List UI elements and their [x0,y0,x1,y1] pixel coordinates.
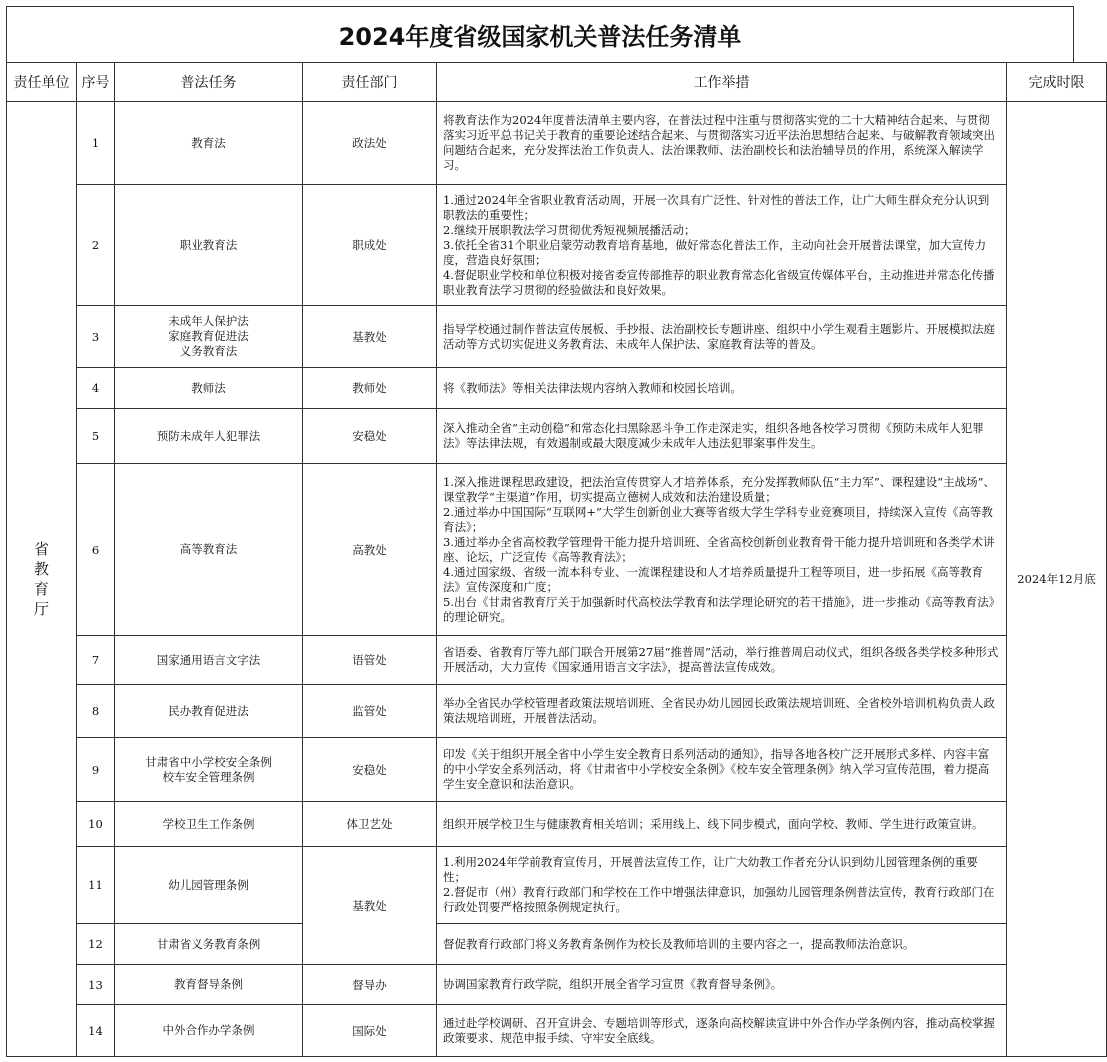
row-measures: 指导学校通过制作普法宣传展板、手抄报、法治副校长专题讲座、组织中小学生观看主题影片、开展模拟法庭活动等方式切实促进义务教育法、未成年人保护法、家庭教育法等的普及。 [437,306,1007,368]
table-row [7,636,1107,685]
row-task: 高等教育法 [115,464,303,636]
row-task: 教育督导条例 [115,965,303,1005]
row-no: 4 [77,368,115,409]
row-dept: 高教处 [303,464,437,636]
table-row [7,965,1107,1005]
row-dept: 职成处 [303,185,437,306]
table-row [7,185,1107,306]
row-no: 10 [77,802,115,847]
row-task: 预防未成年人犯罪法 [115,409,303,464]
row-no: 7 [77,636,115,685]
row-measures: 举办全省民办学校管理者政策法规培训班、全省民办幼儿园园长政策法规培训班、全省校外培训机构负责人政策法规培训班，开展普法活动。 [437,685,1007,738]
row-dept: 基教处 [303,306,437,368]
row-task: 职业教育法 [115,185,303,306]
row-task: 国家通用语言文字法 [115,636,303,685]
row-dept: 政法处 [303,102,437,185]
table-row [7,368,1107,409]
responsible-unit: 省教育厅 [33,540,49,618]
table-row [7,847,1107,924]
header-measures: 工作举措 [437,63,1007,102]
row-no: 13 [77,965,115,1005]
header-no: 序号 [77,63,115,102]
table-row [7,409,1107,464]
table-row [7,464,1107,636]
table-row [7,306,1107,368]
row-measures: 协调国家教育行政学院，组织开展全省学习宣贯《教育督导条例》。 [437,965,1007,1005]
row-measures: 1.利用2024年学前教育宣传月，开展普法宣传工作，让广大幼教工作者充分认识到幼儿园管理条例的重要性； 2.督促市（州）教育行政部门和学校在工作中增强法律意识，加强幼儿园管理条例普法宣传，教育行政部门在行政处罚要严格按照条例规定执行。 [437,847,1007,924]
header-task: 普法任务 [115,63,303,102]
row-task: 学校卫生工作条例 [115,802,303,847]
row-no: 11 [77,847,115,924]
row-dept: 督导办 [303,965,437,1005]
row-no: 8 [77,685,115,738]
row-task: 中外合作办学条例 [115,1005,303,1057]
table-row [7,685,1107,738]
row-task: 甘肃省中小学校安全条例 校车安全管理条例 [115,738,303,802]
row-task: 教育法 [115,102,303,185]
row-dept: 国际处 [303,1005,437,1057]
row-dept: 教师处 [303,368,437,409]
table-row [7,924,1107,965]
deadline-cell: 2024年12月底 [1007,102,1107,1057]
row-dept: 语管处 [303,636,437,685]
row-dept: 体卫艺处 [303,802,437,847]
row-no: 5 [77,409,115,464]
row-no: 12 [77,924,115,965]
row-task: 幼儿园管理条例 [115,847,303,924]
row-task: 甘肃省义务教育条例 [115,924,303,965]
row-no: 9 [77,738,115,802]
row-measures: 省语委、省教育厅等九部门联合开展第27届“推普周”活动，举行推普周启动仪式，组织各级各类学校多种形式开展活动，大力宣传《国家通用语言文字法》，提高普法宣传成效。 [437,636,1007,685]
row-no: 6 [77,464,115,636]
row-measures: 深入推动全省“主动创稳”和常态化扫黑除恶斗争工作走深走实，组织各地各校学习贯彻《预防未成年人犯罪法》等法律法规，有效遏制或最大限度减少未成年人违法犯罪案事件发生。 [437,409,1007,464]
row-dept: 安稳处 [303,738,437,802]
row-dept: 安稳处 [303,409,437,464]
row-measures: 督促教育行政部门将义务教育条例作为校长及教师培训的主要内容之一，提高教师法治意识。 [437,924,1007,965]
table-row [7,102,1107,185]
task-table [6,62,1107,1057]
table-row [7,1005,1107,1057]
row-no: 2 [77,185,115,306]
row-no: 3 [77,306,115,368]
row-measures: 将《教师法》等相关法律法规内容纳入教师和校园长培训。 [437,368,1007,409]
row-measures: 通过赴学校调研、召开宣讲会、专题培训等形式，逐条向高校解读宣讲中外合作办学条例内容，推动高校掌握政策要求、规范申报手续、守牢安全底线。 [437,1005,1007,1057]
header-unit: 责任单位 [7,63,77,102]
row-task: 未成年人保护法 家庭教育促进法 义务教育法 [115,306,303,368]
row-dept: 监管处 [303,685,437,738]
row-measures: 1.通过2024年全省职业教育活动周，开展一次具有广泛性、针对性的普法工作，让广大师生群众充分认识到职教法的重要性； 2.继续开展职教法学习贯彻优秀短视频展播活动； 3.依托全省31个职业启蒙劳动教育培育基地，做好常态化普法工作，主动向社会开展普法课堂，加大宣传力度，营造良好氛围； 4.督促职业学校和单位积极对接省委宣传部推荐的职业教育常态化省级宣传媒体平台，主动推进并常态化传播职业教育法学习贯彻的经验做法和良好效果。 [437,185,1007,306]
table-row [7,738,1107,802]
table-header-row [7,63,1107,102]
row-no: 14 [77,1005,115,1057]
header-dept: 责任部门 [303,63,437,102]
row-task: 教师法 [115,368,303,409]
responsible-unit-cell [7,102,77,1057]
row-measures: 组织开展学校卫生与健康教育相关培训；采用线上、线下同步模式，面向学校、教师、学生进行政策宣讲。 [437,802,1007,847]
row-dept: 基教处 [303,847,437,965]
header-deadline: 完成时限 [1007,63,1107,102]
table-row [7,802,1107,847]
document-title: 2024年度省级国家机关普法任务清单 [6,6,1074,62]
row-no: 1 [77,102,115,185]
row-measures: 印发《关于组织开展全省中小学生安全教育日系列活动的通知》，指导各地各校广泛开展形式多样、内容丰富的中小学安全系列活动，将《甘肃省中小学校安全条例》《校车安全管理条例》纳入学习宣传范围，着力提高学生安全意识和法治意识。 [437,738,1007,802]
row-measures: 1.深入推进课程思政建设，把法治宣传贯穿人才培养体系，充分发挥教师队伍“主力军”、课程建设“主战场”、课堂教学“主渠道”作用，切实提高立德树人成效和法治建设质量； 2.通过举办中国国际“互联网+”大学生创新创业大赛等省级大学生学科专业竞赛项目，持续深入宣传《高等教育法》； 3.通过举办全省高校教学管理骨干能力提升培训班、全省高校创新创业教育骨干能力提升培训班和各类学术讲座、论坛，广泛宣传《高等教育法》； 4.通过国家级、省级一流本科专业、一流课程建设和人才培养质量提升工程等项目，进一步拓展《高等教育法》宣传深度和广度； 5.出台《甘肃省教育厅关于加强新时代高校法学教育和法学理论研究的若干措施》，进一步推动《高等教育法》的理论研究。 [437,464,1007,636]
row-task: 民办教育促进法 [115,685,303,738]
row-measures: 将教育法作为2024年度普法清单主要内容，在普法过程中注重与贯彻落实党的二十大精神结合起来、与贯彻落实习近平总书记关于教育的重要论述结合起来、与贯彻落实习近平法治思想结合起来、与破解教育领域突出问题结合起来，充分发挥法治工作负责人、法治课教师、法治副校长和法治辅导员的作用，系统深入解读学习。 [437,102,1007,185]
